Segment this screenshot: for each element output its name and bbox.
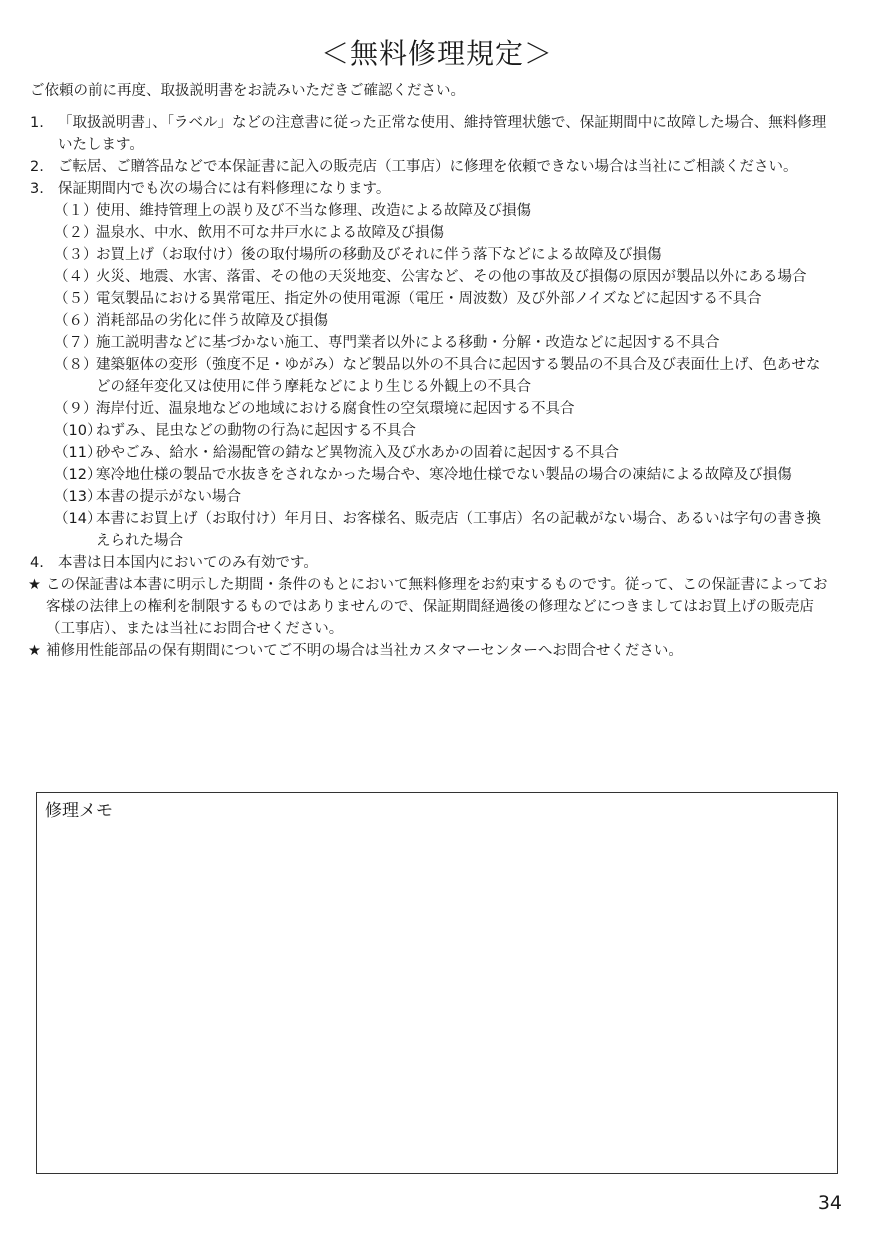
sub-item-number: （８） (54, 357, 98, 373)
sub-item-number: （３） (54, 247, 98, 263)
sub-item (54, 332, 830, 354)
sub-item (54, 200, 830, 222)
sub-item (54, 398, 830, 420)
sub-item-number: （１） (54, 203, 98, 219)
sub-item-text: 火災、地震、水害、落雷、その他の天災地変、公害など、その他の事故及び損傷の原因が製品以外にある場合 (96, 269, 807, 285)
item-text: 本書は日本国内においてのみ有効です。 (58, 555, 318, 571)
terms-list (30, 112, 830, 662)
sub-item (54, 508, 830, 552)
sub-item-text: 消耗部品の劣化に伴う故障及び損傷 (96, 313, 328, 329)
sub-item-text: お買上げ（お取付け）後の取付場所の移動及びそれに伴う落下などによる故障及び損傷 (96, 247, 662, 263)
item-text: 保証期間内でも次の場合には有料修理になります。 (58, 181, 391, 197)
sub-item-number: （９） (54, 401, 98, 417)
item-number: 1. (30, 115, 44, 131)
page-number: 34 (817, 1192, 842, 1214)
item-number: 2. (30, 159, 44, 175)
sub-item-text: 電気製品における異常電圧、指定外の使用電源（電圧・周波数）及び外部ノイズなどに起因する不具合 (96, 291, 762, 307)
sub-item-text: 本書にお買上げ（お取付け）年月日、お客様名、販売店（工事店）名の記載がない場合、あるいは字句の書き換えられた場合 (96, 511, 821, 549)
note-item (28, 640, 830, 662)
sub-item (54, 310, 830, 332)
item-number: 4. (30, 555, 44, 571)
intro-text: ご依頼の前に再度、取扱説明書をお読みいただきご確認ください。 (30, 83, 465, 99)
sub-item (54, 354, 830, 398)
list-item (30, 156, 830, 178)
item-text: ご転居、ご贈答品などで本保証書に記入の販売店（工事店）に修理を依頼できない場合は当社にご相談ください。 (58, 159, 798, 175)
note-text: この保証書は本書に明示した期間・条件のもとにおいて無料修理をお約束するものです。従って、この保証書によってお客様の法律上の権利を制限するものではありませんので、保証期間経過後の修理などにつきましてはお買上げの販売店（工事店）、または当社にお問合せください。 (46, 577, 828, 637)
sub-item (54, 486, 830, 508)
list-item (30, 178, 830, 200)
sub-item-text: 寒冷地仕様の製品で水抜きをされなかった場合や、寒冷地仕様でない製品の場合の凍結による故障及び損傷 (96, 467, 792, 483)
sub-item (54, 244, 830, 266)
sub-item-number: （13） (54, 489, 102, 505)
sub-item-number: （６） (54, 313, 98, 329)
star-icon: ★ (28, 643, 41, 659)
item-number: 3. (30, 181, 44, 197)
item-text: 「取扱説明書」、「ラベル」などの注意書に従った正常な使用、維持管理状態で、保証期間中に故障した場合、無料修理いたします。 (58, 115, 827, 153)
sub-item-number: （11） (54, 445, 102, 461)
note-item (28, 574, 830, 640)
list-item (30, 552, 830, 574)
note-text: 補修用性能部品の保有期間についてご不明の場合は当社カスタマーセンターへお問合せください。 (46, 643, 683, 659)
sub-item (54, 464, 830, 486)
list-item (30, 112, 830, 156)
sub-item-text: 温泉水、中水、飲用不可な井戸水による故障及び損傷 (96, 225, 444, 241)
sub-item (54, 222, 830, 244)
sub-item (54, 442, 830, 464)
repair-memo-label: 修理メモ (45, 801, 113, 821)
sub-item-number: （14） (54, 511, 102, 527)
sub-item-text: 施工説明書などに基づかない施工、専門業者以外による移動・分解・改造などに起因する不具合 (96, 335, 720, 351)
sub-item-text: 海岸付近、温泉地などの地域における腐食性の空気環境に起因する不具合 (96, 401, 575, 417)
sub-item-number: （12） (54, 467, 102, 483)
repair-memo-box (36, 792, 838, 1174)
sub-item (54, 288, 830, 310)
star-icon: ★ (28, 577, 41, 593)
sub-item-text: 使用、維持管理上の誤り及び不当な修理、改造による故障及び損傷 (96, 203, 531, 219)
sub-item (54, 420, 830, 442)
sub-item-number: （10） (54, 423, 102, 439)
sub-item-text: 砂やごみ、給水・給湯配管の錆など異物流入及び水あかの固着に起因する不具合 (96, 445, 619, 461)
sub-item-text: ねずみ、昆虫などの動物の行為に起因する不具合 (96, 423, 416, 439)
page-title: ＜無料修理規定＞ (320, 37, 553, 70)
sub-item-number: （７） (54, 335, 98, 351)
sub-item (54, 266, 830, 288)
sub-item-number: （２） (54, 225, 98, 241)
sub-item-number: （４） (54, 269, 98, 285)
sub-item-text: 建築躯体の変形（強度不足・ゆがみ）など製品以外の不具合に起因する製品の不具合及び表面仕上げ、色あせなどの経年変化又は使用に伴う摩耗などにより生じる外観上の不具合 (96, 357, 821, 395)
sub-item-text: 本書の提示がない場合 (96, 489, 241, 505)
sub-item-number: （５） (54, 291, 98, 307)
